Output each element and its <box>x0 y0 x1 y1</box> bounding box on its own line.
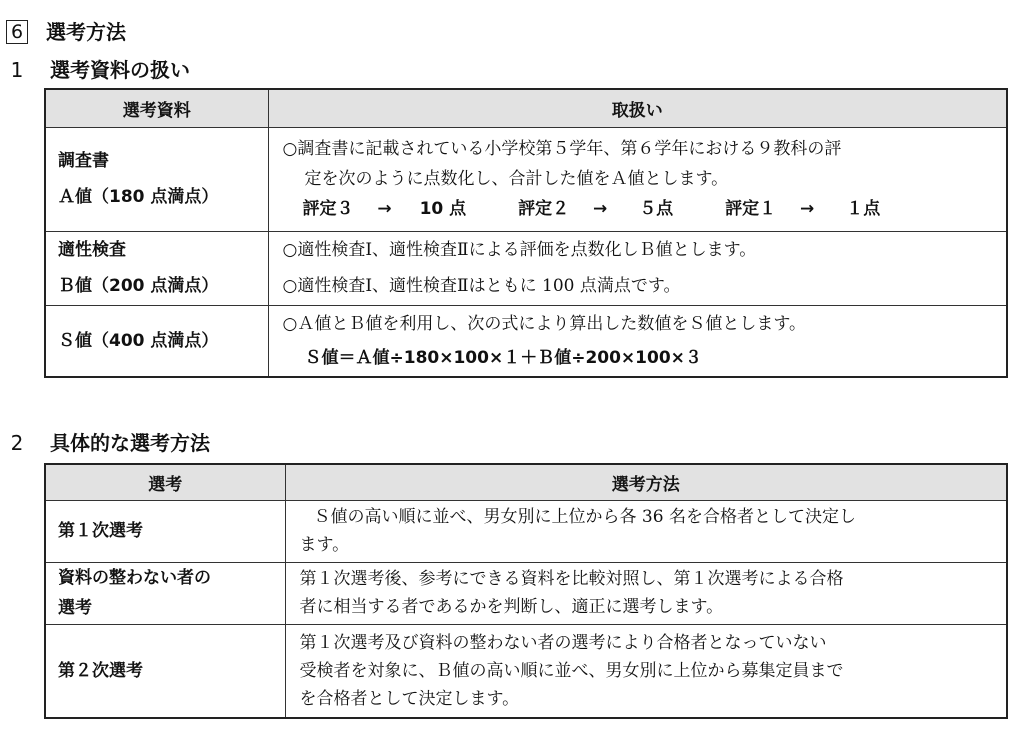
score-conversion: 評定３ → 10 点 評定２ → ５点 評定１ → １点 <box>302 199 881 219</box>
table-header: 選考方法 <box>285 464 1007 500</box>
table-header: 選考資料 <box>45 89 268 127</box>
row-label: 適性検査 Ｂ値（200 点満点） <box>45 231 268 305</box>
row-description: ○Ａ値とＢ値を利用し、次の式により算出した数値をＳ値とします。 Ｓ値＝Ａ値÷180×100×１＋Ｂ値÷200×100×３ <box>268 305 1007 377</box>
row-label: 資料の整わない者の 選考 <box>45 562 285 624</box>
subsection-number-2: 2 <box>10 431 24 455</box>
selection-method-table <box>44 463 1008 719</box>
section-heading <box>6 20 126 44</box>
row-description: Ｓ値の高い順に並べ、男女別に上位から各 36 名を合格者として決定し ます。 <box>285 500 1007 562</box>
row-label: 第２次選考 <box>45 624 285 718</box>
selection-materials-table <box>44 88 1008 378</box>
table-row <box>45 562 1007 624</box>
subsection-number-1: 1 <box>10 58 24 82</box>
subsection-title-2: 具体的な選考方法 <box>50 431 210 455</box>
subsection-heading-2 <box>6 433 210 453</box>
row-label: 第１次選考 <box>45 500 285 562</box>
table-row <box>45 231 1007 305</box>
table-row <box>45 624 1007 718</box>
table-header: 選考 <box>45 464 285 500</box>
section-number: 6 <box>6 20 28 44</box>
row-description: 第１次選考及び資料の整わない者の選考により合格者となっていない 受検者を対象に、Ｂ値の高い順に並べ、男女別に上位から募集定員まで を合格者として決定します。 <box>285 624 1007 718</box>
table-row <box>45 305 1007 377</box>
table-row <box>45 127 1007 231</box>
subsection-title-1: 選考資料の扱い <box>50 58 190 82</box>
row-label: Ｓ値（400 点満点） <box>45 305 268 377</box>
row-description: 第１次選考後、参考にできる資料を比較対照し、第１次選考による合格 者に相当する者であるかを判断し、適正に選考します。 <box>285 562 1007 624</box>
table-header: 取扱い <box>268 89 1007 127</box>
row-description: ○調査書に記載されている小学校第５学年、第６学年における９教科の評 定を次のように点数化し、合計した値をＡ値とします。 評定３ → 10 点 評定２ → ５点 評定１ → １点 <box>268 127 1007 231</box>
section-title: 選考方法 <box>46 20 126 44</box>
subsection-heading-1 <box>6 60 190 80</box>
row-description: ○適性検査Ⅰ、適性検査Ⅱによる評価を点数化しＢ値とします。 ○適性検査Ⅰ、適性検査Ⅱはともに 100 点満点です。 <box>268 231 1007 305</box>
svalue-formula: Ｓ値＝Ａ値÷180×100×１＋Ｂ値÷200×100×３ <box>304 347 702 368</box>
table-row <box>45 500 1007 562</box>
row-label: 調査書 Ａ値（180 点満点） <box>45 127 268 231</box>
